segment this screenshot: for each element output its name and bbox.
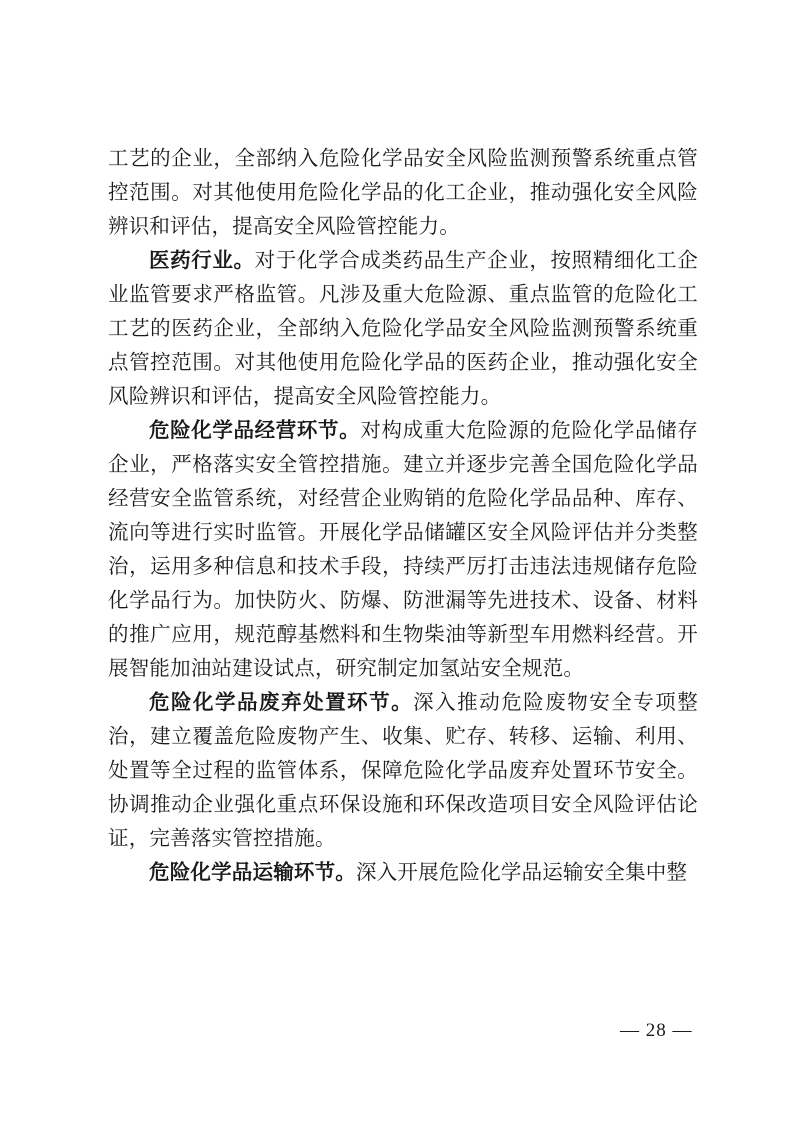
paragraph-text: 对于化学合成类药品生产企业，按照精细化工企业监管要求严格监管。凡涉及重大危险源、重点监管的危险化工工艺的医药企业，全部纳入危险化学品安全风险监测预警系统重点管控范围。对其他使用危险化学品的医药企业，推动强化安全风险辨识和评估，提高安全风险管控能力。 — [108, 248, 699, 408]
document-body — [108, 141, 698, 889]
paragraph-disposal — [108, 685, 698, 855]
paragraph-transport — [108, 855, 698, 889]
paragraph-text: 深入推动危险废物安全专项整治，建立覆盖危险废物产生、收集、贮存、转移、运输、利用、处置等全过程的监管体系，保障危险化学品废弃处置环节安全。协调推动企业强化重点环保设施和环保改造项目安全风险评估论证，完善落实管控措施。 — [108, 690, 698, 850]
paragraph-text: 对构成重大危险源的危险化学品储存企业，严格落实安全管控措施。建立并逐步完善全国危险化学品经营安全监管系统，对经营企业购销的危险化学品品种、库存、流向等进行实时监管。开展化学品储罐区安全风险评估并分类整治，运用多种信息和技术手段，持续严厉打击违法违规储存危险化学品行为。加快防火、防爆、防泄漏等先进技术、设备、材料的推广应用，规范醇基燃料和生物柴油等新型车用燃料经营。开展智能加油站建设试点，研究制定加氢站安全规范。 — [108, 418, 699, 680]
paragraph-continuation — [108, 141, 698, 243]
paragraph-lead: 危险化学品经营环节。 — [149, 418, 361, 442]
paragraph-lead: 危险化学品运输环节。 — [149, 860, 356, 884]
paragraph-pharma — [108, 243, 698, 413]
paragraph-text: 工艺的企业，全部纳入危险化学品安全风险监测预警系统重点管控范围。对其他使用危险化学品的化工企业，推动强化安全风险辨识和评估，提高安全风险管控能力。 — [108, 146, 698, 238]
paragraph-lead: 医药行业。 — [149, 248, 255, 272]
paragraph-business — [108, 413, 698, 685]
paragraph-text: 深入开展危险化学品运输安全集中整 — [356, 860, 688, 884]
paragraph-lead: 危险化学品废弃处置环节。 — [149, 690, 414, 714]
page-number: — 28 — — [620, 1020, 693, 1041]
